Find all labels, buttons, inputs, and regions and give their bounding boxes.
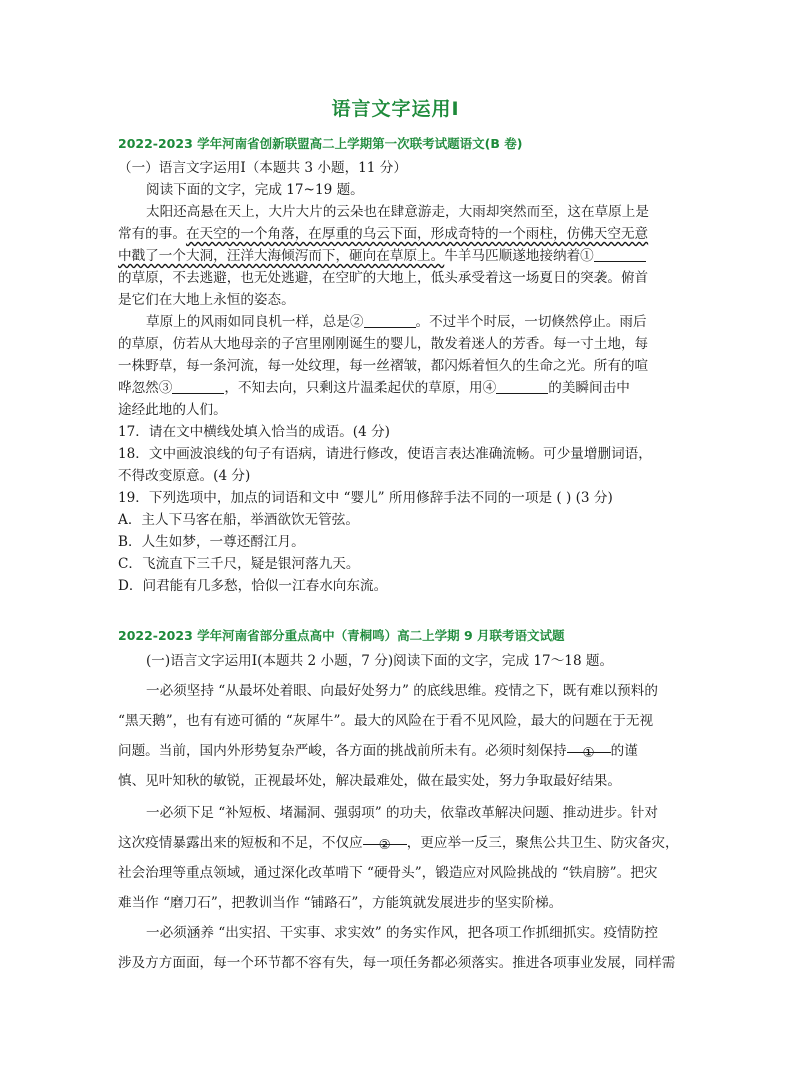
question-18-cont: 不得改变原意。(4 分) [118, 468, 251, 484]
paragraph-line: 太阳还高悬在天上，大片大片的云朵也在肆意游走，大雨却突然而至，这在草原上是 [146, 204, 649, 220]
option-b: B．人生如梦，一尊还酹江月。 [118, 534, 305, 550]
answer-blank-2[interactable] [364, 313, 416, 328]
paragraph-line: 的草原，仿若从大地母亲的子宫里刚刚诞生的婴儿，散发着迷人的芳香。每一寸土地，每 [118, 336, 649, 352]
paragraph-line: 哗忽然③ ，不知去向，只剩这片温柔起伏的草原，用④ 的美瞬间击中 [118, 380, 630, 396]
paragraph-line: 涉及方方面面，每一个环节都不容有失，每一项任务都必须落实。推进各项事业发展，同样需 [118, 955, 676, 971]
section-intro: （一）语言文字运用Ⅰ（本题共 3 小题，11 分） [118, 160, 407, 176]
wavy-underlined-sentence: 在天空的一个角落，在厚重的乌云下面，形成奇特的一个雨柱，仿佛天空无意 [185, 226, 649, 242]
wavy-underlined-sentence: 中戳了一个大洞，汪洋大海倾泻而下，砸向在草原上。 [118, 248, 445, 264]
paragraph-line: 中戳了一个大洞，汪洋大海倾泻而下，砸向在草原上。牛羊马匹顺遂地接纳着① [118, 246, 646, 266]
paragraph-line: 一必须坚持 “从最坏处着眼、向最好处努力” 的底线思维。疫情之下，既有难以预料的 [146, 683, 658, 699]
paragraph-line: 途经此地的人们。 [118, 402, 227, 418]
paragraph-line: 的草原，不去逃避，也无处逃避，在空旷的大地上，低头承受着这一场夏日的突袭。俯首 [118, 270, 649, 286]
answer-blank-2[interactable]: ② [363, 830, 407, 845]
paragraph-line: 这次疫情暴露出来的短板和不足，不仅应 ② ，更应举一反三，聚焦公共卫生、防灾备灾， [118, 828, 679, 858]
paragraph-line: 社会治理等重点领域，通过深化改革啃下 “硬骨头”，锻造应对风险挑战的 “铁肩膀”。把灾 [118, 865, 658, 881]
paragraph-line: 慎、见叶知秋的敏锐，正视最坏处，解决最难处，做在最实处，努力争取最好结果。 [118, 773, 621, 789]
source-heading-1: 2022-2023 学年河南省创新联盟高二上学期第一次联考试题语文(B 卷) [118, 136, 523, 151]
answer-blank-4[interactable] [496, 379, 548, 394]
page-title: 语言文字运用Ⅰ [331, 98, 460, 120]
answer-blank-1[interactable]: ① [567, 738, 611, 753]
instruction: 阅读下面的文字，完成 17~19 题。 [146, 182, 364, 198]
source-heading-2: 2022-2023 学年河南省部分重点高中（青桐鸣）高二上学期 9 月联考语文试题 [118, 628, 565, 643]
section-intro: (一)语言文字运用Ⅰ(本题共 2 小题，7 分)阅读下面的文字，完成 17～18 题。 [146, 653, 614, 669]
paragraph-line: “黑天鹅”，也有有迹可循的 “灰犀牛”。最大的风险在于看不见风险，最大的问题在于无视 [118, 713, 654, 729]
answer-blank-3[interactable] [172, 379, 224, 394]
paragraph-line: 一必须下足 “补短板、堵漏洞、强弱项” 的功夫，依靠改革解决问题、推动进步。针对 [146, 805, 658, 821]
paragraph-line: 难当作 “磨刀石”，把教训当作 “铺路石”，方能筑就发展进步的坚实阶梯。 [118, 895, 563, 911]
paragraph-line: 问题。当前，国内外形势复杂严峻，各方面的挑战前所未有。必须时刻保持 ① 的谨 [118, 736, 638, 766]
paragraph-line: 常有的事。在天空的一个角落，在厚重的乌云下面，形成奇特的一个雨柱，仿佛天空无意 [118, 226, 649, 242]
question-19: 19．下列选项中，加点的词语和文中 “婴儿” 所用修辞手法不同的一项是 ( ) (3 分) [118, 490, 613, 506]
option-a: A．主人下马客在船，举酒欲饮无管弦。 [118, 512, 359, 528]
paragraph-line: 草原上的风雨如同良机一样，总是② 。不过半个时辰，一切倏然停止。雨后 [146, 314, 647, 330]
question-18: 18．文中画波浪线的句子有语病，请进行修改，使语言表达准确流畅。可少量增删词语， [118, 446, 652, 462]
answer-blank-1[interactable] [594, 247, 646, 262]
question-17: 17．请在文中横线处填入恰当的成语。(4 分) [118, 424, 390, 440]
paragraph-line: 一株野草，每一条河流，每一处纹理，每一丝褶皱，都闪烁着恒久的生命之光。所有的喧 [118, 358, 649, 374]
option-c: C．飞流直下三千尺，疑是银河落九天。 [118, 556, 360, 572]
paragraph-line: 一必须涵养 “出实招、干实事、求实效” 的务实作风，把各项工作抓细抓实。疫情防控 [146, 925, 658, 941]
paragraph-line: 是它们在大地上永恒的姿态。 [118, 292, 295, 308]
option-d: D．问君能有几多愁，恰似一江春水向东流。 [118, 578, 388, 594]
